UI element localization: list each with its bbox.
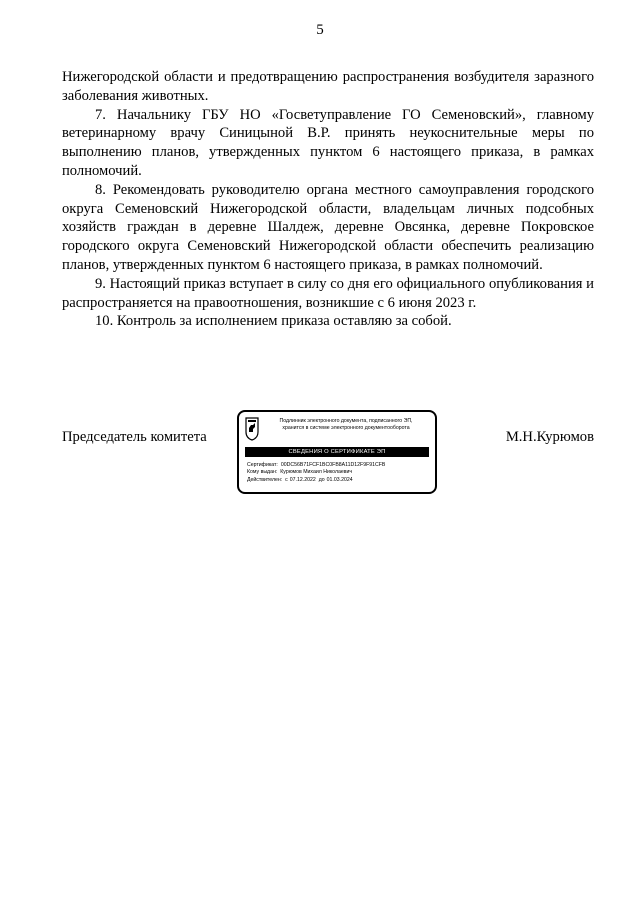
electronic-signature-stamp — [237, 410, 437, 494]
paragraph-item-9: 9. Настоящий приказ вступает в силу со дня его официального опубликования и распространяется на правоотношения, возникшие с 6 июня 2023 г. — [62, 275, 594, 311]
stamp-validity-line — [247, 477, 429, 484]
stamp-note-line: хранится в системе электронного документооборота — [282, 424, 410, 431]
page-number: 5 — [316, 22, 324, 38]
certificate-label: Сертификат: — [247, 462, 278, 468]
stamp-note — [263, 418, 429, 431]
paragraph-item-8: 8. Рекомендовать руководителю органа местного самоуправления городского округа Семеновский Нижегородской области, владельцам личных подсобных хозяйств граждан в деревне Шалдеж, деревне Овсянка, деревне Покровское городского округа Семеновский Нижегородской области обеспечить реализацию планов, утвержденных пунктом 6 настоящего приказа, в рамках полномочий. — [62, 181, 594, 273]
paragraph-item-7: 7. Начальнику ГБУ НО «Госветуправление ГО Семеновский», главному ветеринарному врачу Синицыной В.Р. принять неукоснительные меры по выполнению планов, утвержденных пунктом 6 настоящего приказа, в рамках полномочий. — [62, 106, 594, 179]
issued-to-label: Кому выдан: — [247, 469, 278, 476]
valid-from: 07.12.2022 — [289, 476, 316, 483]
stamp-note-line: Подлинник электронного документа, подписанного ЭП, — [279, 418, 413, 424]
signer-name: М.Н.Курюмов — [505, 429, 594, 445]
stamp-header: СВЕДЕНИЯ О СЕРТИФИКАТЕ ЭП — [245, 447, 429, 457]
certificate-value: 00DC56B71FCF1BC0FB8A11D12F9F91CFB — [280, 462, 386, 468]
signature-block — [62, 410, 594, 500]
valid-to: 01.03.2024 — [326, 476, 353, 483]
document-body — [62, 68, 594, 331]
valid-to-prefix: до — [318, 476, 325, 483]
stamp-top — [245, 417, 429, 443]
coat-of-arms-icon — [245, 417, 259, 441]
paragraph-item-10: 10. Контроль за исполнением приказа оставляю за собой. — [95, 313, 452, 330]
issued-to-value: Курюмов Михаил Николаевич — [280, 469, 353, 476]
paragraph-continuation: Нижегородской области и предотвращению распространения возбудителя заразного заболевания животных. — [62, 69, 594, 104]
stamp-issued-to-line — [247, 469, 429, 476]
stamp-certificate-line — [247, 462, 429, 469]
stamp-details — [247, 462, 429, 484]
valid-label: Действителен: — [247, 476, 283, 483]
signer-title: Председатель комитета — [62, 429, 207, 445]
valid-from-prefix: с — [285, 476, 288, 483]
